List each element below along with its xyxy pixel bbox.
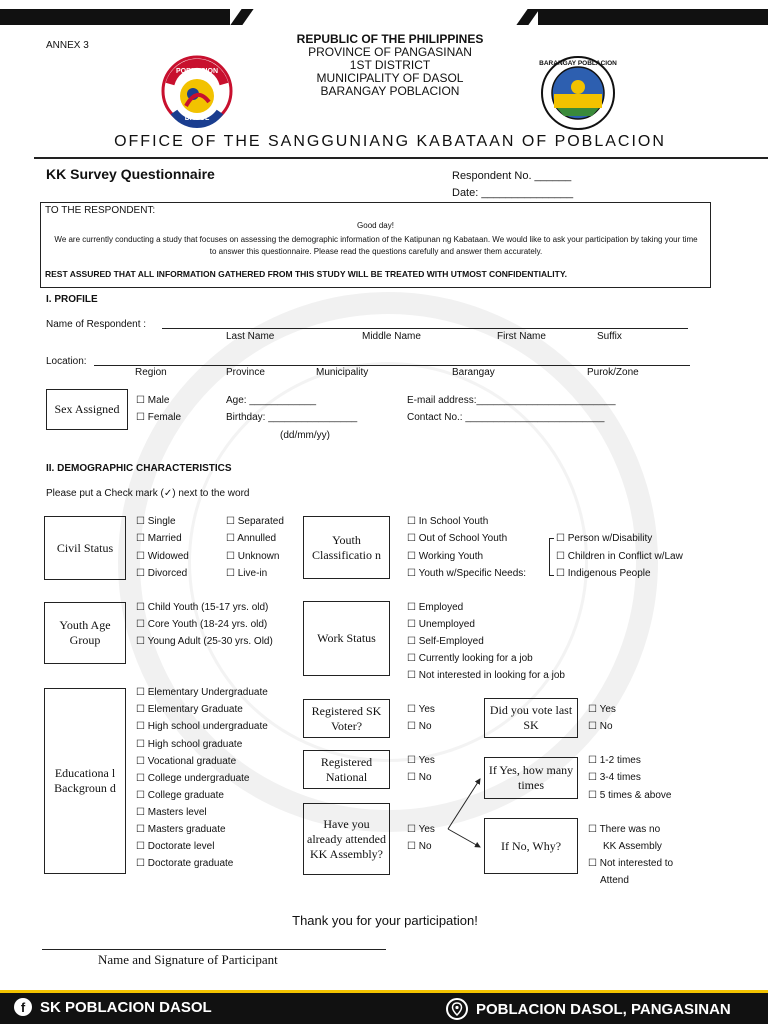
- civil-option[interactable]: ☐ Divorced: [136, 568, 188, 579]
- birthday-format-hint: (dd/mm/yy): [280, 430, 330, 441]
- header-line: REPUBLIC OF THE PHILIPPINES: [296, 32, 484, 46]
- voted-option[interactable]: ☐ Yes: [588, 704, 616, 715]
- work-option[interactable]: ☐ Self-Employed: [407, 636, 484, 647]
- name-part-label: First Name: [497, 331, 546, 342]
- confidentiality-note: REST ASSURED THAT ALL INFORMATION GATHERED FROM THIS STUDY WILL BE TREATED WITH UTMOST CONFIDENTIALITY.: [45, 269, 567, 279]
- logo-right-text: BARANGAY POBLACION: [539, 60, 617, 67]
- header-line: MUNICIPALITY OF DASOL: [316, 71, 464, 85]
- voted-last-sk-box: Did you vote last SK: [484, 698, 578, 738]
- form-title: KK Survey Questionnaire: [46, 166, 215, 182]
- location-input[interactable]: [94, 365, 690, 366]
- attended-option[interactable]: ☐ Yes: [407, 824, 435, 835]
- educational-background-box: Educationa l Backgroun d: [44, 688, 126, 874]
- age-group-option[interactable]: ☐ Core Youth (18-24 yrs. old): [136, 619, 268, 630]
- specific-needs-option[interactable]: ☐ Indigenous People: [556, 568, 651, 579]
- top-bar-right: [538, 9, 768, 25]
- footer-location: [446, 998, 731, 1020]
- sk-voter-option[interactable]: ☐ No: [407, 721, 432, 732]
- name-label: Name of Respondent :: [46, 319, 147, 330]
- civil-option[interactable]: ☐ Married: [136, 533, 182, 544]
- civil-option[interactable]: ☐ Widowed: [136, 551, 189, 562]
- logo-left-text: POBLACION: [176, 68, 218, 75]
- top-bar-left: [0, 9, 230, 25]
- chevron-decor: [230, 9, 253, 25]
- work-option[interactable]: ☐ Not interested in looking for a job: [407, 670, 565, 681]
- education-option[interactable]: ☐ Vocational graduate: [136, 756, 237, 767]
- location-part-label: Province: [226, 367, 265, 378]
- location-label: Location:: [46, 356, 87, 367]
- national-voter-option[interactable]: ☐ Yes: [407, 755, 435, 766]
- civil-option[interactable]: ☐ Annulled: [226, 533, 277, 544]
- youth-class-option[interactable]: ☐ Out of School Youth: [407, 533, 508, 544]
- location-part-label: Barangay: [452, 367, 495, 378]
- work-option[interactable]: ☐ Unemployed: [407, 619, 475, 630]
- chevron-decor: [516, 9, 539, 25]
- youth-class-option[interactable]: ☐ Working Youth: [407, 551, 484, 562]
- attended-option[interactable]: ☐ No: [407, 841, 432, 852]
- age-field[interactable]: Age: ____________: [226, 395, 317, 406]
- civil-option[interactable]: ☐ Separated: [226, 516, 284, 527]
- name-part-label: Middle Name: [362, 331, 421, 342]
- youth-class-option[interactable]: ☐ In School Youth: [407, 516, 489, 527]
- sex-female-checkbox[interactable]: ☐ Female: [136, 412, 182, 423]
- education-option[interactable]: ☐ High school graduate: [136, 739, 243, 750]
- education-option[interactable]: ☐ Doctorate graduate: [136, 858, 234, 869]
- civil-option[interactable]: ☐ Single: [136, 516, 176, 527]
- email-field[interactable]: E-mail address:_________________________: [407, 395, 616, 406]
- location-part-label: Municipality: [316, 367, 369, 378]
- youth-classification-box: Youth Classificatio n: [303, 516, 390, 579]
- voted-option[interactable]: ☐ No: [588, 721, 613, 732]
- sk-poblacion-logo: [160, 54, 235, 129]
- education-option[interactable]: ☐ Doctorate level: [136, 841, 215, 852]
- footer-right-text: POBLACION DASOL, PANGASINAN: [476, 1000, 731, 1018]
- specific-needs-bracket: [549, 538, 554, 576]
- footer-left-text: SK POBLACION DASOL: [40, 998, 212, 1016]
- education-option[interactable]: ☐ Elementary Graduate: [136, 704, 243, 715]
- civil-option[interactable]: ☐ Live-in: [226, 568, 268, 579]
- profile-heading: I. PROFILE: [46, 294, 98, 305]
- how-many-times-box: If Yes, how many times: [484, 757, 578, 799]
- header-line: PROVINCE OF PANGASINAN: [308, 45, 472, 59]
- specific-needs-option[interactable]: ☐ Person w/Disability: [556, 533, 653, 544]
- government-header: [240, 33, 540, 98]
- work-status-box: Work Status: [303, 601, 390, 676]
- sk-voter-option[interactable]: ☐ Yes: [407, 704, 435, 715]
- why-option-continued: Attend: [600, 875, 629, 886]
- name-part-label: Suffix: [597, 331, 622, 342]
- birthday-field[interactable]: Birthday: ________________: [226, 412, 358, 423]
- facebook-icon: f: [14, 998, 32, 1016]
- location-part-label: Region: [135, 367, 167, 378]
- why-option-continued: KK Assembly: [603, 841, 662, 852]
- office-title: OFFICE OF THE SANGGUNIANG KABATAAN OF POBLACION: [114, 133, 666, 150]
- signature-line[interactable]: [42, 949, 386, 950]
- work-option[interactable]: ☐ Employed: [407, 602, 464, 613]
- youth-class-option[interactable]: ☐ Youth w/Specific Needs:: [407, 568, 527, 579]
- education-option[interactable]: ☐ Masters graduate: [136, 824, 226, 835]
- header-line: BARANGAY POBLACION: [320, 84, 460, 98]
- notice-heading: TO THE RESPONDENT:: [45, 205, 156, 216]
- barangay-seal-logo: [537, 54, 619, 132]
- how-many-option[interactable]: ☐ 5 times & above: [588, 790, 672, 801]
- notice-body: We are currently conducting a study that focuses on assessing the demographic information of the Katipunan ng Kabataan. We would like to ask your participation by taking your time to answer this questionnaire. Please read the questions carefully and answer them accurately.: [54, 235, 698, 256]
- education-option[interactable]: ☐ Masters level: [136, 807, 207, 818]
- annex-label: ANNEX 3: [46, 40, 89, 51]
- check-instruction: Please put a Check mark (✓) next to the word: [46, 488, 250, 499]
- name-input[interactable]: [162, 328, 688, 329]
- footer-facebook[interactable]: [14, 998, 212, 1016]
- location-pin-icon: [446, 998, 468, 1020]
- how-many-option[interactable]: ☐ 1-2 times: [588, 755, 641, 766]
- header-divider: [34, 157, 768, 159]
- age-group-option[interactable]: ☐ Young Adult (25-30 yrs. Old): [136, 636, 273, 647]
- national-voter-box: Registered National: [303, 750, 390, 789]
- contact-field[interactable]: Contact No.: _________________________: [407, 412, 605, 423]
- attended-assembly-box: Have you already attended KK Assembly?: [303, 803, 390, 875]
- civil-option[interactable]: ☐ Unknown: [226, 551, 280, 562]
- why-option[interactable]: ☐ There was no: [588, 824, 661, 835]
- education-option[interactable]: ☐ Elementary Undergraduate: [136, 687, 268, 698]
- location-part-label: Purok/Zone: [587, 367, 639, 378]
- why-option[interactable]: ☐ Not interested to: [588, 858, 674, 869]
- education-option[interactable]: ☐ College graduate: [136, 790, 224, 801]
- signature-label: Name and Signature of Participant: [98, 952, 278, 967]
- notice-greeting: Good day!: [357, 221, 394, 230]
- date-field[interactable]: Date: _______________: [452, 187, 574, 199]
- branch-arrows: [440, 765, 490, 885]
- respondent-number-field[interactable]: Respondent No. ______: [452, 170, 572, 182]
- education-option[interactable]: ☐ College undergraduate: [136, 773, 250, 784]
- sex-male-checkbox[interactable]: ☐ Male: [136, 395, 170, 406]
- why-not-box: If No, Why?: [484, 818, 578, 874]
- sk-voter-box: Registered SK Voter?: [303, 699, 390, 738]
- education-option[interactable]: ☐ High school undergraduate: [136, 721, 268, 732]
- header-line: 1ST DISTRICT: [349, 58, 431, 72]
- work-option[interactable]: ☐ Currently looking for a job: [407, 653, 533, 664]
- demographic-heading: II. DEMOGRAPHIC CHARACTERISTICS: [46, 463, 232, 474]
- civil-status-box: Civil Status: [44, 516, 126, 580]
- logo-left-sub: DASOL: [184, 115, 210, 122]
- thank-you-message: Thank you for your participation!: [292, 913, 478, 928]
- sex-assigned-box: Sex Assigned: [46, 389, 128, 430]
- national-voter-option[interactable]: ☐ No: [407, 772, 432, 783]
- age-group-option[interactable]: ☐ Child Youth (15-17 yrs. old): [136, 602, 269, 613]
- how-many-option[interactable]: ☐ 3-4 times: [588, 772, 641, 783]
- respondent-notice: [40, 202, 711, 288]
- youth-age-group-box: Youth Age Group: [44, 602, 126, 664]
- name-part-label: Last Name: [226, 331, 275, 342]
- specific-needs-option[interactable]: ☐ Children in Conflict w/Law: [556, 551, 683, 562]
